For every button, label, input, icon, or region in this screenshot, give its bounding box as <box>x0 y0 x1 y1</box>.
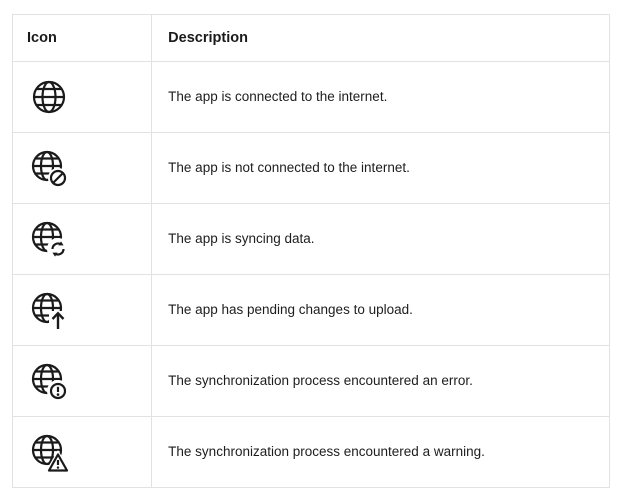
globe-icon <box>27 75 71 119</box>
globe-upload-icon <box>27 288 71 332</box>
icon-cell <box>13 417 152 488</box>
icon-cell <box>13 133 152 204</box>
description-cell: The synchronization process encountered an error. <box>152 346 610 417</box>
description-cell: The app has pending changes to upload. <box>152 275 610 346</box>
table-row <box>13 417 610 488</box>
column-header-icon: Icon <box>13 15 152 62</box>
table-body <box>13 62 610 488</box>
table-header-row <box>13 15 610 62</box>
globe-warning-icon <box>27 430 71 474</box>
column-header-description: Description <box>152 15 610 62</box>
icon-cell <box>13 275 152 346</box>
description-cell: The app is syncing data. <box>152 204 610 275</box>
globe-disconnected-icon <box>27 146 71 190</box>
icon-cell <box>13 204 152 275</box>
table-row <box>13 275 610 346</box>
description-cell: The app is connected to the internet. <box>152 62 610 133</box>
table-row <box>13 346 610 417</box>
description-cell: The synchronization process encountered a warning. <box>152 417 610 488</box>
description-cell: The app is not connected to the internet. <box>152 133 610 204</box>
table-row <box>13 204 610 275</box>
icon-legend-table <box>12 14 610 488</box>
globe-error-icon <box>27 359 71 403</box>
globe-sync-icon <box>27 217 71 261</box>
table-row <box>13 133 610 204</box>
table-row <box>13 62 610 133</box>
table-header <box>13 15 610 62</box>
icon-cell <box>13 346 152 417</box>
icon-cell <box>13 62 152 133</box>
